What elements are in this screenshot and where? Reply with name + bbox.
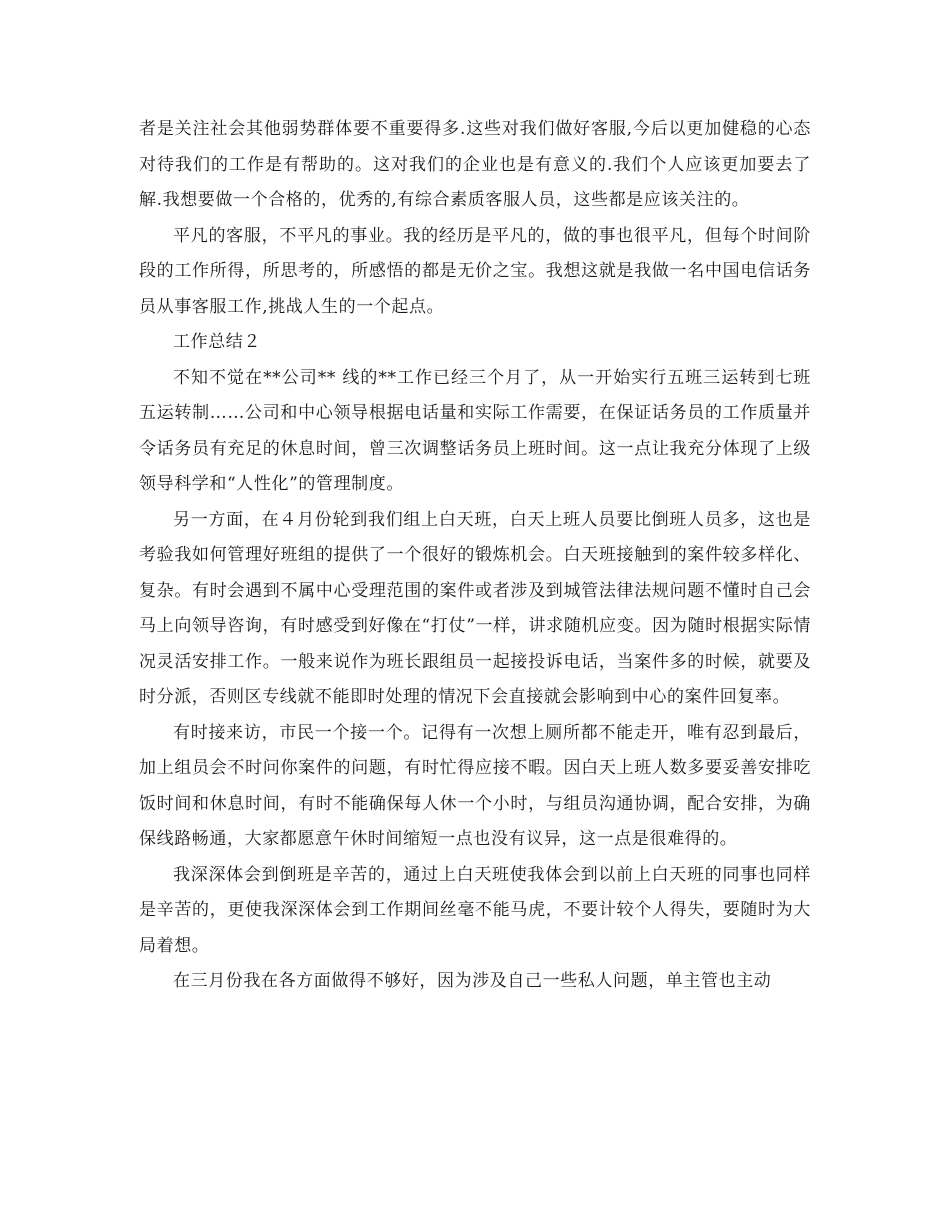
paragraph-2: 平凡的客服，不平凡的事业。我的经历是平凡的，做的事也很平凡，但每个时间阶段的工作所得，所思考的，所感悟的都是无价之宝。我想这就是我做一名中国电信话务员从事客服工作,挑战人生的一个起点。 (139, 225, 811, 317)
paragraph-3: 不知不觉在**公司** 线的**工作已经三个月了，从一开始实行五班三运转到七班五运转制……公司和中心领导根据电话量和实际工作需要，在保证话务员的工作质量并令话务员有充足的休息时间，曾三次调整话务员上班时间。这一点让我充分体现了上级领导科学和“人性化”的管理制度。 (139, 367, 811, 494)
document-body (139, 112, 811, 1000)
paragraph-4: 另一方面，在４月份轮到我们组上白天班，白天上班人员要比倒班人员多，这也是考验我如何管理好班组的提供了一个很好的锻炼机会。白天班接触到的案件较多样化、复杂。有时会遇到不属中心受理范围的案件或者涉及到城管法律法规问题不懂时自己会马上向领导咨询，有时感受到好像在“打仗”一样，讲求随机应变。因为随时根据实际情况灵活安排工作。一般来说作为班长跟组员一起接投诉电话，当案件多的时候，就要及时分派，否则区专线就不能即时处理的情况下会直接就会影响到中心的案件回复率。 (139, 509, 811, 707)
section-heading: 工作总结２ (173, 332, 261, 352)
paragraph-5: 有时接来访，市民一个接一个。记得有一次想上厕所都不能走开，唯有忍到最后，加上组员会不时问你案件的问题，有时忙得应接不暇。因白天上班人数多要妥善安排吃饭时间和休息时间，有时不能确保每人休一个小时，与组员沟通协调，配合安排，为确保线路畅通，大家都愿意午休时间缩短一点也没有议异，这一点是很难得的。 (139, 722, 811, 849)
paragraph-6: 我深深体会到倒班是辛苦的，通过上白天班使我体会到以前上白天班的同事也同样是辛苦的，更使我深深体会到工作期间丝毫不能马虎，不要计较个人得失，要随时为大局着想。 (139, 864, 811, 956)
paragraph-1: 者是关注社会其他弱势群体要不重要得多.这些对我们做好客服,今后以更加健稳的心态对待我们的工作是有帮助的。这对我们的企业也是有意义的.我们个人应该更加要去了解.我想要做一个合格的，优秀的,有综合素质客服人员，这些都是应该关注的。 (139, 119, 811, 210)
paragraph-7: 在三月份我在各方面做得不够好，因为涉及自己一些私人问题，单主管也主动 (173, 971, 772, 991)
